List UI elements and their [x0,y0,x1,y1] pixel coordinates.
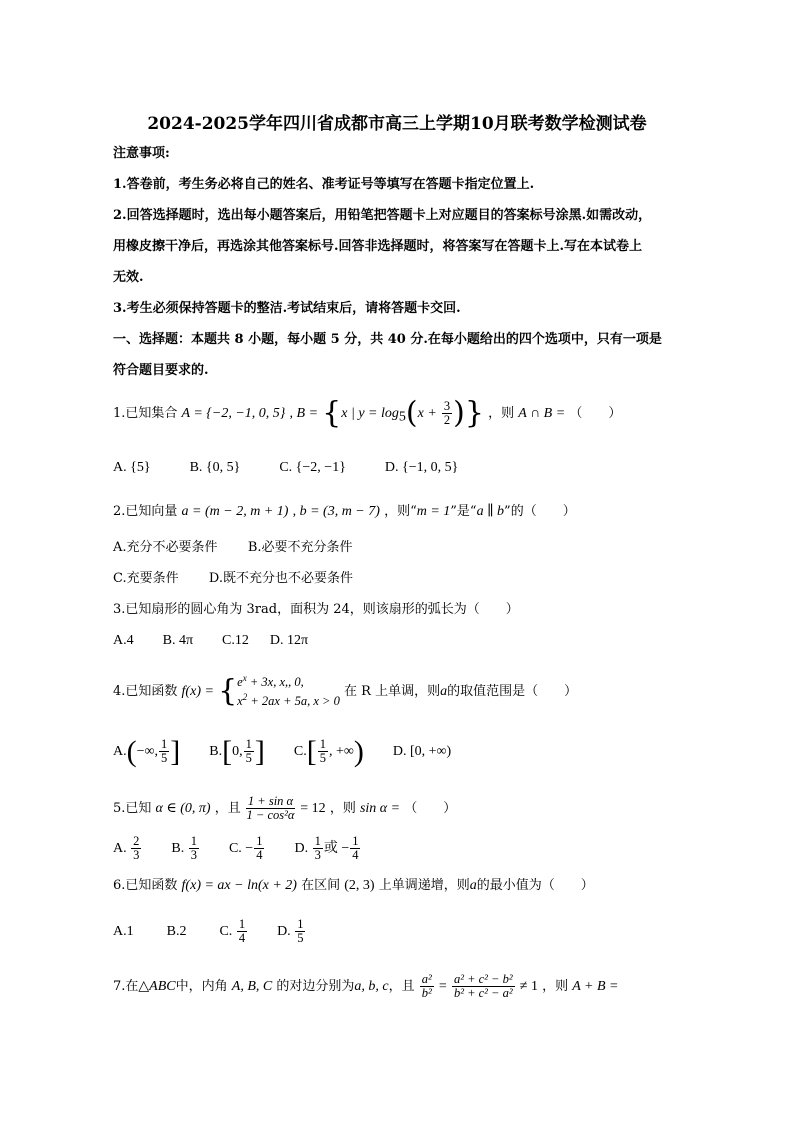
notice-heading: 注意事项: [113,146,170,161]
q2-option-b: B.必要不充分条件 [247,540,353,555]
q1-options [113,461,458,475]
q2-options-row-2 [113,572,353,585]
q4-option-b: B.[0, $\frac{1}{5}$ ] [209,734,265,768]
q6-option-d: D. $\frac{1}{5}$ [277,917,304,946]
q1-log-base: 5 [398,409,406,425]
q7-mid: 中，内角 [175,979,228,995]
q2-suffix: ”的（ ） [504,504,576,519]
question-6 [113,879,594,893]
notice-item-3: 3.考生必须保持答题卡的整洁.考试结束后，请将答题卡交回. [113,301,461,316]
q5-fraction: $\frac{\text{1 + sin α}}{\text{1 − cos²α}}$ [246,794,295,823]
q1-option-b: B. {0, 5} [189,460,241,475]
notice-item-2: 2.回答选择题时，选出每小题答案后，用铅笔把答题卡上对应题目的答案标号涂黑.如需改动， [113,208,652,223]
q3-options [113,634,308,648]
q3-option-c: C.12 [222,633,249,648]
q5-condition: α ∈ (0, π) [155,801,211,817]
q1-option-d: D. {−1, 0, 5} [384,460,459,475]
q5-options [113,835,361,862]
q1-set-b-prefix: , B = [289,406,319,422]
q2-vector-b: , b = (3, m − 7) [292,504,380,519]
section-heading-cont: 符合题目要求的. [113,363,209,378]
notice-item-2-end: 无效. [113,270,144,285]
q1-expr: A ∩ B = [518,406,566,422]
question-3: 3.已知扇形的圆心角为 3rad，面积为 24，则该扇形的弧长为（ ） [113,602,519,617]
q7-neq: ≠ 1 [519,979,538,995]
q7-mid2: 的对边分别为 [276,979,355,995]
question-4: 4.已知函数 f(x) = { $e^x + 3x$, x,, 0, $x^2 + 2ax + 5a$, x > 0 在 R 上单调，则a的取值范围是（ ） [113,672,577,711]
q7-suffix: ，则 [542,979,569,995]
q6-interval: (2, 3) [344,878,375,893]
q6-options [113,918,306,945]
q7-sides: a, b, c [354,979,389,995]
q3-option-b: B. 4π [162,633,194,648]
q2-condition: m = 1 [416,504,451,519]
q1-blank: （ ） [569,406,622,422]
q6-mid: 在区间 [301,878,341,893]
q4-option-c: C.[ $\frac{1}{5}$ , +∞) [293,734,364,768]
q7-prefix: 7.在 [113,979,139,995]
q4-var: a [440,683,448,699]
q2-condition-2: a ∥ b [476,504,505,519]
question-7: 7.在△ABC中，内角 A, B, C 的对边分别为a, b, c，且 $\frac{\text{a²}}{\text{b²}}$ = $\frac{\text{a² + c² − b²}}{\text{b² + c² − a²}}$ ≠ 1 ，则 A + B = [113,972,619,1001]
q7-expr: A + B = [572,979,619,995]
q2-option-c: C.充要条件 [113,571,179,586]
q6-option-b: B.2 [166,923,187,939]
question-5 [113,795,456,822]
q5-option-b: B. $\frac{1}{3}$ [171,834,197,863]
q1-option-c: C. {−2, −1} [279,460,346,475]
q2-mid2: ”是“ [450,504,477,519]
q5-option-d: D. $\frac{1}{3}$ 或 − $\frac{1}{4}$ [294,834,359,863]
q5-suffix: ，则 [329,801,356,817]
q5-option-c: C. − $\frac{1}{4}$ [228,834,263,863]
q4-function: f(x) = [181,683,214,699]
q4-prefix: 4.已知函数 [113,683,178,699]
q1-arg: x + [417,406,437,422]
q7-lhs-fraction: $\frac{\text{a²}}{\text{b²}}$ [421,972,432,1001]
q2-option-d: D.既不充分也不必要条件 [208,571,353,586]
q7-rhs-fraction: $\frac{\text{a² + c² − b²}}{\text{b² + c² − a²}}$ [453,972,513,1001]
q7-angles: A, B, C [231,979,273,995]
q1-set-b-body: x | y = log [341,406,399,422]
section-heading: 一、选择题：本题共 8 小题，每小题 5 分，共 40 分.在每小题给出的四个选项中，只有一项是 [113,332,662,347]
q3-option-a: A.4 [113,633,134,648]
q4-option-d: D. [0, +∞) [392,743,452,759]
question-2 [113,505,576,519]
q4-options [113,734,452,768]
q1-fraction: $\frac{3}{2}$ [443,399,451,428]
q1-prefix: 1.已知集合 [113,406,178,422]
q2-mid: ，则“ [384,504,417,519]
q4-suffix2: 的取值范围是（ ） [447,683,578,699]
q5-prefix: 5.已知 [113,801,152,817]
notice-item-2-cont: 用橡皮擦干净后，再选涂其他答案标号.回答非选择题时，将答案写在答题卡上.写在本试卷上 [113,239,643,254]
q6-prefix: 6.已知函数 [113,878,178,893]
q2-option-a: A.充分不必要条件 [113,540,218,555]
q5-mid: ，且 [214,801,241,817]
q7-mid3: ，且 [388,979,415,995]
q6-suffix2: 的最小值为（ ） [476,878,594,893]
question-1: 1.已知集合 A = {−2, −1, 0, 5} , B = {x | $y = \log_5(x$ + $\frac{3}{2}$ )} ，则 A ∩ B = （ ） [113,395,622,431]
q4-suffix: 在 R 上单调，则 [344,683,441,699]
q1-option-a: A. {5} [113,460,151,475]
q1-suffix: ，则 [488,406,515,422]
q4-option-a: A.(−∞, $\frac{1}{5}$ ] [113,734,181,768]
q2-vector-a: a = (m − 2, m + 1) [181,504,289,519]
q2-prefix: 2.已知向量 [113,504,178,519]
page-title: 2024-2025学年四川省成都市高三上学期10月联考数学检测试卷 [147,114,647,134]
q6-option-c: C. $\frac{1}{4}$ [219,917,246,946]
q5-option-a: A. $\frac{2}{3}$ [113,834,140,863]
q6-function: f(x) = ax − ln(x + 2) [181,878,297,893]
q2-options-row-1 [113,541,353,554]
q6-suffix: 上单调递增，则 [378,878,470,893]
q5-expr: sin α = [359,801,401,817]
q3-option-d: D. 12π [269,633,309,648]
notice-item-1: 1.答卷前，考生务必将自己的姓名、准考证号等填写在答题卡指定位置上. [113,177,535,192]
q6-option-a: A.1 [113,923,134,939]
q5-blank: （ ） [404,801,457,817]
q5-eq: = 12 [300,801,326,817]
q6-var: a [469,878,477,893]
q4-piecewise: $e^x + 3x$, x,, 0, $x^2 + 2ax + 5a$, x > 0 [237,673,340,709]
q1-set-a: A = {−2, −1, 0, 5} [181,406,286,422]
q7-triangle: △ABC [138,979,176,995]
